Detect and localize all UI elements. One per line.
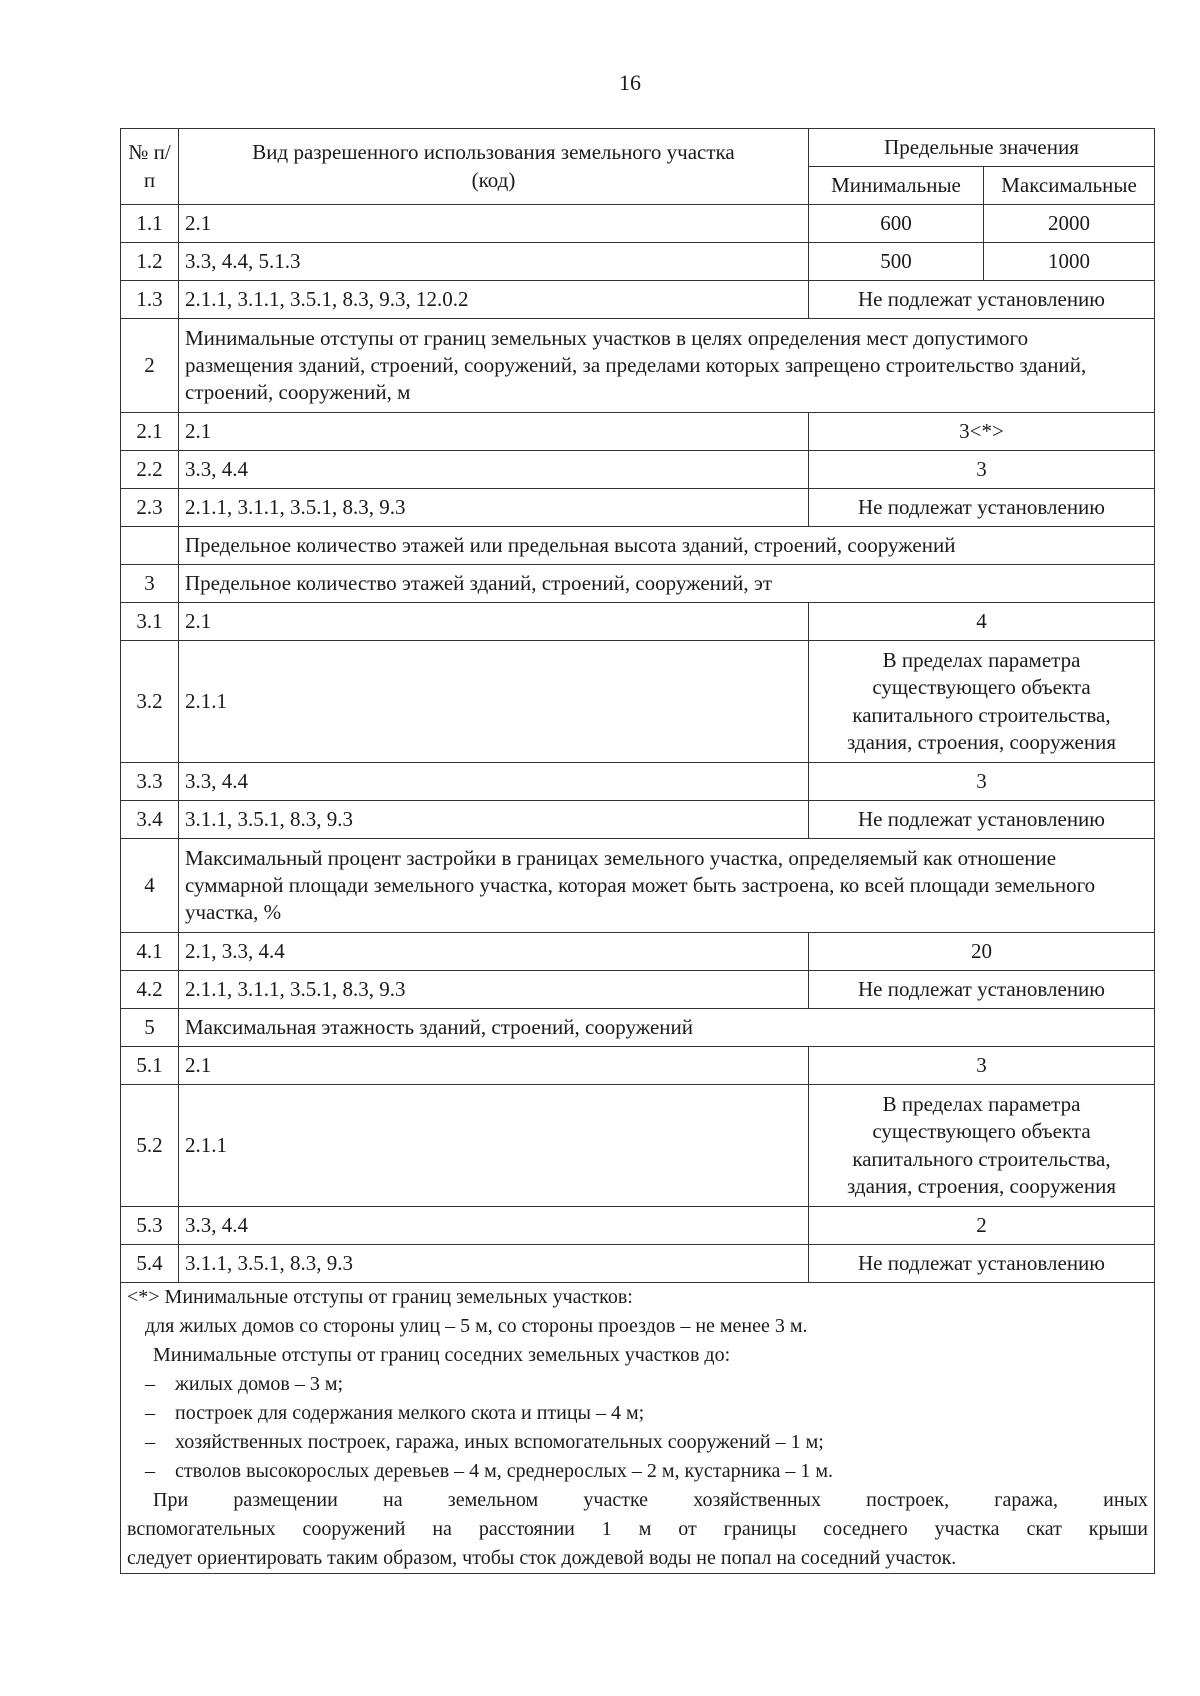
table-row [121, 971, 1155, 1009]
row-use-codes: 2.1.1, 3.1.1, 3.5.1, 8.3, 9.3 [179, 489, 809, 527]
footnote-paragraph-line: вспомогательных сооружений на расстоянии 1 м от границы соседнего участка скат крыши [127, 1518, 1149, 1540]
table-row [121, 933, 1155, 971]
row-number: 2.2 [121, 451, 179, 489]
section-row [121, 319, 1155, 413]
table-row [121, 763, 1155, 801]
row-number: 1.2 [121, 243, 179, 281]
row-use-codes: 3.3, 4.4, 5.1.3 [179, 243, 809, 281]
list-dash: – [145, 1460, 155, 1482]
footnote-text: для жилых домов со стороны улиц – 5 м, со стороны проездов – не менее 3 м. [145, 1315, 808, 1337]
footnote-row [121, 1283, 1155, 1574]
row-number: 5.2 [121, 1085, 179, 1207]
row-use-codes: 2.1 [179, 1047, 809, 1085]
row-value: 3 [809, 451, 1155, 489]
table-row [121, 413, 1155, 451]
table-row [121, 489, 1155, 527]
section-title: Максимальная этажность зданий, строений, сооружений [179, 1009, 1155, 1047]
page-number: 16 [619, 70, 641, 95]
table-row [121, 603, 1155, 641]
table-row [121, 205, 1155, 243]
footnote-title: <*> Минимальные отступы от границ земельных участков: [127, 1286, 633, 1308]
row-number: 4.1 [121, 933, 179, 971]
footnote-list-item: – жилых домов – 3 м; [127, 1370, 1148, 1399]
row-use-codes: 2.1.1, 3.1.1, 3.5.1, 8.3, 9.3 [179, 971, 809, 1009]
row-value: 3 [809, 763, 1155, 801]
footnote-paragraph-line: следует ориентировать таким образом, чтобы сток дождевой воды не попал на соседний участок. [127, 1547, 957, 1569]
row-value: В пределах параметра существующего объекта капитального строительства, здания, строения, сооружения [809, 1085, 1155, 1207]
row-use-codes: 2.1 [179, 603, 809, 641]
row-value: Не подлежат установлению [809, 801, 1155, 839]
row-use-codes: 2.1 [179, 413, 809, 451]
row-use-codes: 2.1 [179, 205, 809, 243]
row-use-codes: 3.3, 4.4 [179, 1207, 809, 1245]
row-number: 5.3 [121, 1207, 179, 1245]
row-number: 1.1 [121, 205, 179, 243]
row-use-codes: 2.1.1, 3.1.1, 3.5.1, 8.3, 9.3, 12.0.2 [179, 281, 809, 319]
table-row [121, 281, 1155, 319]
row-use-codes: 3.3, 4.4 [179, 763, 809, 801]
row-value: 2 [809, 1207, 1155, 1245]
table-row [121, 801, 1155, 839]
row-min-value: 500 [809, 243, 984, 281]
footnote [121, 1283, 1155, 1574]
row-value: Не подлежат установлению [809, 489, 1155, 527]
row-min-value: 600 [809, 205, 984, 243]
list-dash: – [145, 1373, 155, 1395]
list-dash: – [145, 1431, 155, 1453]
header-maximum: Максимальные [984, 167, 1155, 205]
table-row [121, 1245, 1155, 1283]
section-row [121, 527, 1155, 565]
row-number: 3.1 [121, 603, 179, 641]
table-row [121, 1207, 1155, 1245]
row-value: 3 [809, 1047, 1155, 1085]
section-number: 3 [121, 565, 179, 603]
row-value: Не подлежат установлению [809, 1245, 1155, 1283]
row-value: 20 [809, 933, 1155, 971]
section-title: Предельное количество этажей зданий, строений, сооружений, эт [179, 565, 1155, 603]
section-number: 2 [121, 319, 179, 413]
section-number: 5 [121, 1009, 179, 1047]
row-number: 2.3 [121, 489, 179, 527]
row-number: 3.3 [121, 763, 179, 801]
footnote-paragraph-line: При размещении на земельном участке хозяйственных построек, гаража, иных [153, 1489, 1149, 1511]
header-limit-values: Предельные значения [809, 129, 1155, 167]
row-number: 3.2 [121, 641, 179, 763]
header-number: № п/п [121, 129, 179, 205]
row-use-codes: 3.1.1, 3.5.1, 8.3, 9.3 [179, 801, 809, 839]
section-row [121, 839, 1155, 933]
table-row [121, 243, 1155, 281]
footnote-list-item: – хозяйственных построек, гаража, иных вспомогательных сооружений – 1 м; [127, 1428, 1148, 1457]
row-use-codes: 3.1.1, 3.5.1, 8.3, 9.3 [179, 1245, 809, 1283]
table-row [121, 451, 1155, 489]
row-number: 3.4 [121, 801, 179, 839]
table-row [121, 1047, 1155, 1085]
row-number: 2.1 [121, 413, 179, 451]
row-value: В пределах параметра существующего объекта капитального строительства, здания, строения, сооружения [809, 641, 1155, 763]
row-value: Не подлежат установлению [809, 971, 1155, 1009]
header-use-type: Вид разрешенного использования земельного участка (код) [179, 129, 809, 205]
row-use-codes: 2.1.1 [179, 641, 809, 763]
row-use-codes: 2.1, 3.3, 4.4 [179, 933, 809, 971]
row-max-value: 1000 [984, 243, 1155, 281]
row-use-codes: 2.1.1 [179, 1085, 809, 1207]
section-number: 4 [121, 839, 179, 933]
row-value: Не подлежат установлению [809, 281, 1155, 319]
list-dash: – [145, 1402, 155, 1424]
row-number: 5.4 [121, 1245, 179, 1283]
row-value: 3<*> [809, 413, 1155, 451]
table-header-row [121, 129, 1155, 167]
footnote-text: Минимальные отступы от границ соседних земельных участков до: [153, 1344, 731, 1366]
row-number: 5.1 [121, 1047, 179, 1085]
row-number: 1.3 [121, 281, 179, 319]
row-value: 4 [809, 603, 1155, 641]
section-row [121, 1009, 1155, 1047]
section-title: Предельное количество этажей или предельная высота зданий, строений, сооружений [179, 527, 1155, 565]
footnote-list-item: – стволов высокорослых деревьев – 4 м, среднерослых – 2 м, кустарника – 1 м. [127, 1457, 1148, 1486]
header-minimum: Минимальные [809, 167, 984, 205]
footnote-list-item: – построек для содержания мелкого скота и птицы – 4 м; [127, 1399, 1148, 1428]
table-row [121, 641, 1155, 763]
section-title: Минимальные отступы от границ земельных участков в целях определения мест допустимого размещения зданий, строений, сооружений, за пределами которых запрещено строительство зданий, строений, сооружений, м [179, 319, 1155, 413]
section-row [121, 565, 1155, 603]
section-number [121, 527, 179, 565]
table-row [121, 1085, 1155, 1207]
row-number: 4.2 [121, 971, 179, 1009]
section-title: Максимальный процент застройки в границах земельного участка, определяемый как отношение суммарной площади земельного участка, которая может быть застроена, ко всей площади земельного участка, % [179, 839, 1155, 933]
row-max-value: 2000 [984, 205, 1155, 243]
regulations-table [120, 128, 1155, 1574]
row-use-codes: 3.3, 4.4 [179, 451, 809, 489]
